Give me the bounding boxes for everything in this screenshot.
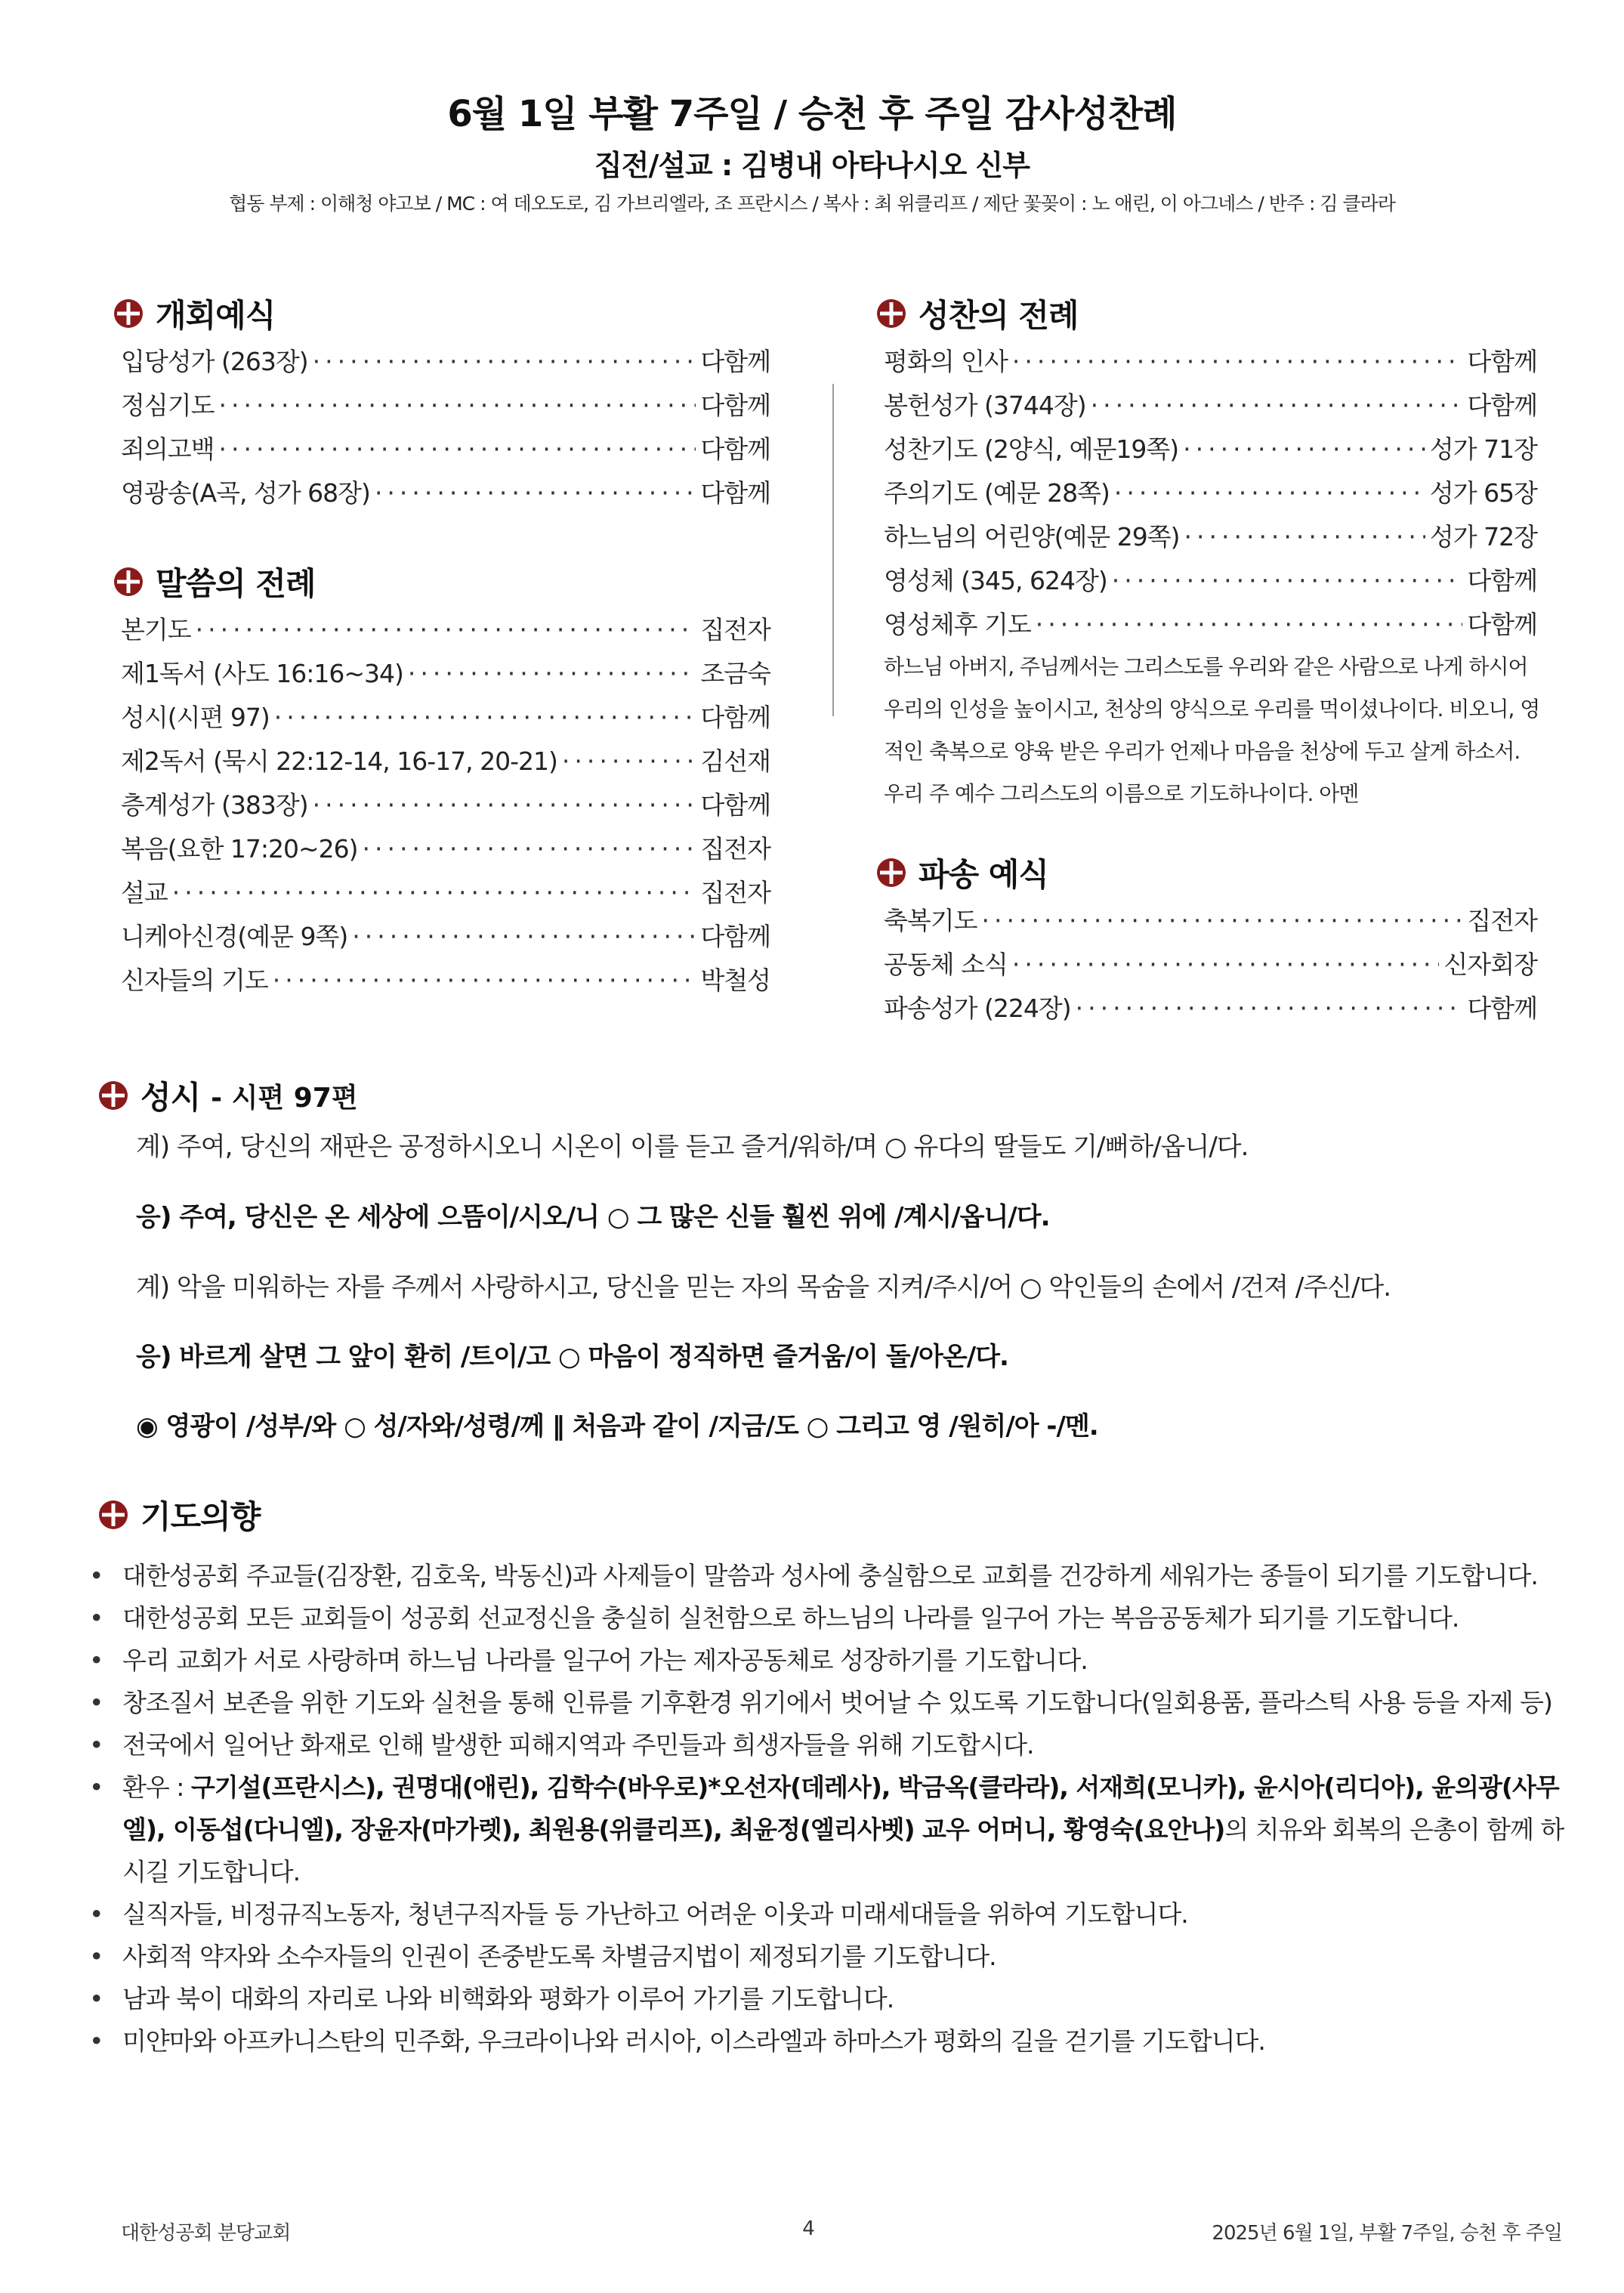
order-label: 주의기도 (예문 28쪽) xyxy=(884,478,1110,508)
order-label: 영성체 (345, 624장) xyxy=(884,566,1107,595)
bullet-icon: • xyxy=(89,1942,103,1971)
section-header-intentions xyxy=(98,1492,260,1537)
section-header-eucharist xyxy=(876,291,1078,336)
column-divider xyxy=(832,384,834,716)
order-row xyxy=(884,561,1537,605)
order-value: 성가 65장 xyxy=(1429,478,1537,508)
order-label: 신자들의 기도 xyxy=(121,966,268,995)
order-label: 설교 xyxy=(121,878,168,907)
order-row xyxy=(884,518,1537,561)
bullet-icon: • xyxy=(89,1772,103,1802)
section-title: 개회예식 xyxy=(156,297,276,334)
bullet-icon: • xyxy=(89,1730,103,1760)
bullet-icon: • xyxy=(89,1561,103,1590)
patient-names: 구기설(프란시스), 권명대(애린), 김학수(바우로)*오선자(데레사), 박금옥(클라라), 서재희(모니카), 윤시아(리디아), 윤의광(사무엘), 이동섭(다니엘), 장윤자(마가렛), 최원용(위클리프), 최윤정(엘리사벳) 교우 어머니, 황영숙(요안나) xyxy=(122,1772,1559,1844)
intention-item xyxy=(89,1555,1570,1597)
dot-leader xyxy=(1012,347,1462,376)
order-label: 입당성가 (263장) xyxy=(121,347,308,376)
order-row xyxy=(121,742,770,786)
dot-leader xyxy=(1036,610,1463,639)
intention-item xyxy=(89,1893,1570,1936)
order-value: 박철성 xyxy=(700,966,770,995)
order-value: 집전자 xyxy=(700,615,770,644)
psalm-line: 응) 바르게 살면 그 앞이 환히 /트이/고 ○ 마음이 정직하면 즐거움/이 돌/아온/다. xyxy=(136,1342,1008,1372)
order-value: 다함께 xyxy=(700,790,770,820)
intention-item xyxy=(89,1724,1570,1766)
intention-text: 대한성공회 주교들(김장환, 김호욱, 박동신)과 사제들이 말씀과 성사에 충실함으로 교회를 건강하게 세워가는 종들이 되기를 기도합니다. xyxy=(122,1561,1538,1590)
order-row xyxy=(121,654,770,698)
order-value: 다함께 xyxy=(1467,610,1537,639)
order-label: 파송성가 (224장) xyxy=(884,994,1071,1023)
intention-item xyxy=(89,2020,1570,2063)
dot-leader xyxy=(1183,434,1425,464)
order-value: 다함께 xyxy=(1467,566,1537,595)
dot-leader xyxy=(273,966,696,995)
intention-text: 전국에서 일어난 화재로 인해 발생한 피해지역과 주민들과 희생자들을 위해 기도합시다. xyxy=(122,1730,1034,1760)
order-label: 봉헌성가 (3744장) xyxy=(884,391,1086,420)
eucharist-order-list xyxy=(884,342,1537,649)
dot-leader xyxy=(219,391,696,420)
section-title: 성찬의 전례 xyxy=(919,297,1079,334)
order-label: 평화의 인사 xyxy=(884,347,1008,376)
bullet-icon: • xyxy=(89,1603,103,1633)
order-row xyxy=(121,474,770,518)
bullet-icon: • xyxy=(89,2026,103,2056)
dot-leader xyxy=(313,347,696,376)
bullet-icon: • xyxy=(89,1646,103,1675)
dot-leader xyxy=(313,790,696,820)
order-row xyxy=(121,917,770,961)
order-value: 다함께 xyxy=(1467,347,1537,376)
order-row xyxy=(884,474,1537,518)
dot-leader xyxy=(1184,522,1425,552)
order-value: 다함께 xyxy=(700,703,770,732)
order-row xyxy=(121,873,770,917)
order-value: 다함께 xyxy=(700,347,770,376)
cross-icon xyxy=(98,1500,128,1530)
intention-text: 사회적 약자와 소수자들의 인권이 존중받도록 차별금지법이 제정되기를 기도합니다. xyxy=(122,1942,996,1971)
order-label: 공동체 소식 xyxy=(884,950,1008,979)
order-row xyxy=(884,386,1537,430)
order-row xyxy=(121,430,770,474)
order-value: 다함께 xyxy=(1467,391,1537,420)
psalm-line: ◉ 영광이 /성부/와 ○ 성/자와/성령/께 ‖ 처음과 같이 /지금/도 ○ 그리고 영 /원히/아 -/멘. xyxy=(136,1411,1098,1442)
order-row xyxy=(884,945,1537,989)
cross-icon xyxy=(876,858,906,888)
page-number: 4 xyxy=(802,2217,814,2240)
dot-leader xyxy=(352,922,696,951)
page-title: 6월 1일 부활 7주일 / 승천 후 주일 감사성찬례 xyxy=(447,93,1177,135)
order-row xyxy=(121,786,770,830)
dot-leader xyxy=(219,434,696,464)
order-row xyxy=(884,342,1537,386)
psalm-line: 응) 주여, 당신은 온 세상에 으뜸이/시오/니 ○ 그 많은 신들 훨씬 위에 /계시/옵니/다. xyxy=(136,1202,1050,1232)
order-row xyxy=(884,430,1537,474)
order-value: 다함께 xyxy=(1467,994,1537,1023)
cross-icon xyxy=(113,567,144,597)
section-header-psalm xyxy=(98,1073,358,1118)
order-value: 다함께 xyxy=(700,922,770,951)
intention-text: 남과 북이 대화의 자리로 나와 비핵화와 평화가 이루어 가기를 기도합니다. xyxy=(122,1984,894,2013)
order-label: 제1독서 (사도 16:16~34) xyxy=(121,659,403,688)
word-order-list xyxy=(121,610,770,1005)
cross-icon xyxy=(98,1080,128,1111)
section-header-word xyxy=(113,559,315,604)
section-header-dismissal xyxy=(876,850,1048,895)
order-label: 영성체후 기도 xyxy=(884,610,1031,639)
dot-leader xyxy=(408,659,696,688)
order-value: 다함께 xyxy=(700,391,770,420)
order-label: 영광송(A곡, 성가 68장) xyxy=(121,478,370,508)
dot-leader xyxy=(363,834,696,864)
order-value: 집전자 xyxy=(700,834,770,864)
staff-line: 협동 부제 : 이해청 야고보 / MC : 여 데오도로, 김 가브리엘라, 조 프란시스 / 복사 : 최 위클리프 / 제단 꽃꽂이 : 노 애린, 이 아그네스 / 반주 : 김 클라라 xyxy=(229,193,1395,215)
intention-prefix: 환우 : xyxy=(122,1772,191,1802)
order-label: 성찬기도 (2양식, 예문19쪽) xyxy=(884,434,1179,464)
intention-item xyxy=(89,1682,1570,1724)
dot-leader xyxy=(982,906,1463,935)
intention-suffix: 의 치유와 회복의 은총이 함께 하시길 기도합니다. xyxy=(122,1815,1564,1887)
order-value: 성가 72장 xyxy=(1429,522,1537,552)
officiant-line: 집전/설교 : 김병내 아타나시오 신부 xyxy=(594,149,1030,182)
dot-leader xyxy=(196,615,696,644)
order-row xyxy=(121,698,770,742)
psalm-subtitle: - 시편 97편 xyxy=(211,1082,358,1114)
section-header-opening xyxy=(113,291,275,336)
intention-item xyxy=(89,1978,1570,2020)
footer-date: 2025년 6월 1일, 부활 7주일, 승천 후 주일 xyxy=(1212,2222,1562,2245)
order-value: 다함께 xyxy=(700,434,770,464)
cross-icon xyxy=(876,298,906,329)
dot-leader xyxy=(1012,950,1440,979)
cross-icon xyxy=(113,298,144,329)
dot-leader xyxy=(562,746,696,776)
order-label: 층계성가 (383장) xyxy=(121,790,308,820)
section-title: 파송 예식 xyxy=(919,856,1048,893)
intention-item xyxy=(89,1639,1570,1682)
intention-text: 미얀마와 아프카니스탄의 민주화, 우크라이나와 러시아, 이스라엘과 하마스가 평화의 길을 걷기를 기도합니다. xyxy=(122,2026,1265,2056)
intention-item xyxy=(89,1936,1570,1978)
order-label: 정심기도 xyxy=(121,391,215,420)
order-row xyxy=(121,961,770,1005)
intention-item xyxy=(89,1597,1570,1639)
intention-text: 대한성공회 모든 교회들이 성공회 선교정신을 충실히 실천함으로 하느님의 나라를 일구어 가는 복음공동체가 되기를 기도합니다. xyxy=(122,1603,1459,1633)
section-title: 기도의향 xyxy=(140,1498,261,1535)
opening-order-list xyxy=(121,342,770,518)
order-label: 축복기도 xyxy=(884,906,977,935)
psalm-line: 계) 주여, 당신의 재판은 공정하시오니 시온이 이를 듣고 즐거/워하/며 ○ 유다의 딸들도 기/뻐하/옵니/다. xyxy=(136,1132,1249,1162)
order-value: 집전자 xyxy=(1467,906,1537,935)
intention-text: 실직자들, 비정규직노동자, 청년구직자들 등 가난하고 어려운 이웃과 미래세대들을 위하여 기도합니다. xyxy=(122,1899,1188,1929)
order-value: 조금숙 xyxy=(700,659,770,688)
order-row xyxy=(121,342,770,386)
psalm-title: 성시 xyxy=(140,1079,201,1116)
order-label: 복음(요한 17:20~26) xyxy=(121,834,358,864)
order-value: 집전자 xyxy=(700,878,770,907)
order-row xyxy=(121,386,770,430)
dot-leader xyxy=(1114,478,1425,508)
order-label: 본기도 xyxy=(121,615,191,644)
dot-leader xyxy=(1091,391,1463,420)
dismissal-order-list xyxy=(884,901,1537,1033)
order-label: 하느님의 어린양(예문 29쪽) xyxy=(884,522,1180,552)
dot-leader xyxy=(1112,566,1463,595)
intention-text: 창조질서 보존을 위한 기도와 실천을 통해 인류를 기후환경 위기에서 벗어날 수 있도록 기도합니다(일회용품, 플라스틱 사용 등을 자제 등) xyxy=(122,1688,1552,1717)
order-row xyxy=(121,830,770,873)
intentions-list xyxy=(89,1555,1570,2063)
intention-item xyxy=(89,1766,1570,1893)
order-row xyxy=(121,610,770,654)
bullet-icon: • xyxy=(89,1984,103,2013)
dot-leader xyxy=(375,478,696,508)
footer-church: 대한성공회 분당교회 xyxy=(121,2222,291,2245)
dot-leader xyxy=(274,703,696,732)
dot-leader xyxy=(1076,994,1463,1023)
order-value: 성가 71장 xyxy=(1429,434,1537,464)
dot-leader xyxy=(172,878,696,907)
order-row xyxy=(884,605,1537,649)
intention-text: 우리 교회가 서로 사랑하며 하느님 나라를 일구어 가는 제자공동체로 성장하기를 기도합니다. xyxy=(122,1646,1088,1675)
post-communion-prayer: 하느님 아버지, 주님께서는 그리스도를 우리와 같은 사람으로 나게 하시어 우리의 인성을 높이시고, 천상의 양식으로 우리를 먹이셨나이다. 비오니, 영적인 축복으로 양육 받은 우리가 언제나 마음을 천상에 두고 살게 하소서. 우리 주 예수 그리스도의 이름으로 기도하나이다. 아멘 xyxy=(884,654,1540,806)
order-row xyxy=(884,989,1537,1033)
psalm-line: 계) 악을 미워하는 자를 주께서 사랑하시고, 당신을 믿는 자의 목숨을 지켜/주시/어 ○ 악인들의 손에서 /건져 /주신/다. xyxy=(136,1272,1391,1303)
order-value: 신자회장 xyxy=(1443,950,1537,979)
order-label: 성시(시편 97) xyxy=(121,703,270,732)
bullet-icon: • xyxy=(89,1899,103,1929)
order-value: 다함께 xyxy=(700,478,770,508)
order-label: 죄의고백 xyxy=(121,434,215,464)
bullet-icon: • xyxy=(89,1688,103,1717)
section-title: 말씀의 전례 xyxy=(156,565,316,602)
order-label: 니케아신경(예문 9쪽) xyxy=(121,922,348,951)
order-row xyxy=(884,901,1537,945)
order-label: 제2독서 (묵시 22:12-14, 16-17, 20-21) xyxy=(121,746,557,776)
order-value: 김선재 xyxy=(700,746,770,776)
